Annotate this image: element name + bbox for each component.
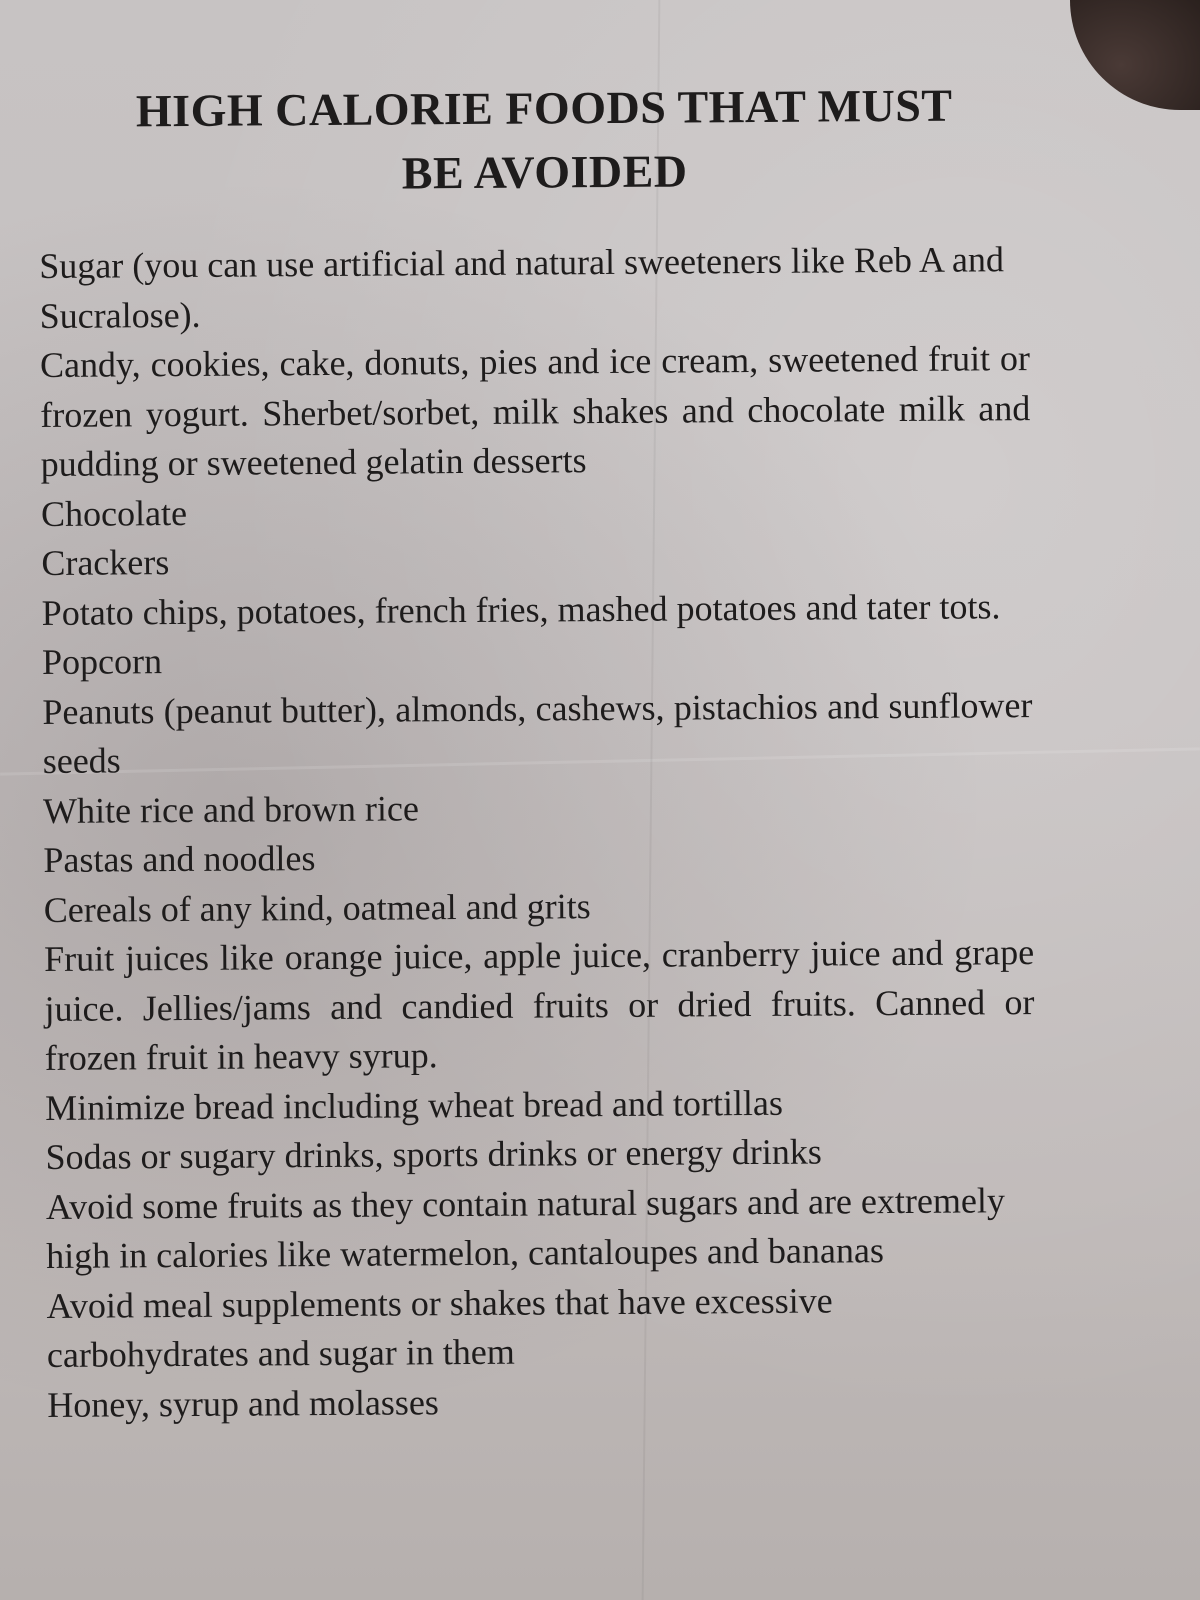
list-item: Peanuts (peanut butter), almonds, cashews, pistachios and sunflower seeds	[42, 684, 1033, 781]
list-item: Popcorn	[41, 641, 163, 682]
title-line-1: HIGH CALORIE FOODS THAT MUST	[135, 79, 953, 137]
list-item: Pastas and noodles	[43, 838, 316, 880]
list-item: Crackers	[41, 542, 170, 583]
list-item: Avoid some fruits as they contain natural sugars and are extremely high in calories like watermelon, cantaloupes and bananas	[45, 1179, 1006, 1276]
list-item: Potato chips, potatoes, french fries, mashed potatoes and tater tots.	[41, 585, 1001, 633]
food-list	[39, 235, 1037, 1430]
list-item: Cereals of any kind, oatmeal and grits	[43, 885, 591, 930]
list-item: Sodas or sugary drinks, sports drinks or energy drinks	[45, 1131, 822, 1177]
list-item: Sugar (you can use artificial and natural sweeteners like Reb A and Sucralose).	[39, 239, 1005, 336]
list-item: Minimize bread including wheat bread and tortillas	[45, 1082, 784, 1128]
list-item: Chocolate	[40, 492, 188, 534]
printed-sheet	[38, 73, 1037, 1430]
list-item: Avoid meal supplements or shakes that have excessive carbohydrates and sugar in them	[46, 1279, 833, 1375]
page-title	[38, 73, 1029, 208]
list-item: White rice and brown rice	[42, 787, 420, 831]
list-item: Candy, cookies, cake, donuts, pies and ice cream, sweetened fruit or frozen yogurt. Sherbet/sorbet, milk shakes and chocolate milk and pudding or sweetened gelatin desserts	[39, 338, 1031, 484]
list-item: Fruit juices like orange juice, apple juice, cranberry juice and grape juice. Jellies/jams and candied fruits or dried fruits. Canned or frozen fruit in heavy syrup.	[43, 932, 1035, 1078]
dark-object-corner	[1070, 0, 1200, 110]
list-item: Honey, syrup and molasses	[47, 1381, 439, 1425]
title-line-2: BE AVOIDED	[401, 145, 688, 199]
